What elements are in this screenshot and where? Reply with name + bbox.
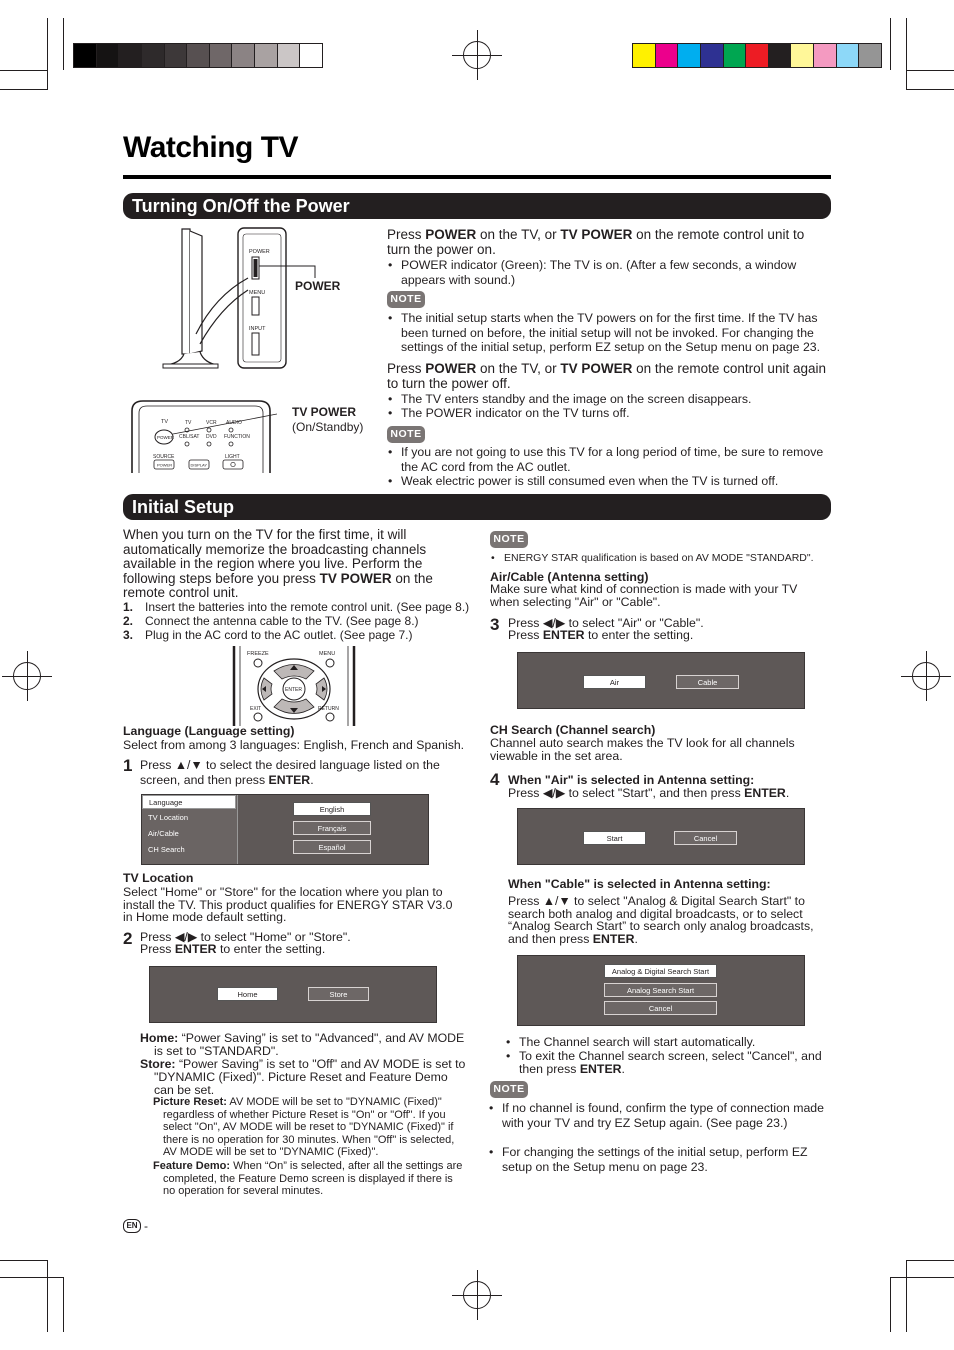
power-off-bullet: • The TV enters standby and the image on the screen disappears. [387, 392, 831, 407]
step-number: 4 [490, 770, 500, 789]
color-bar [632, 43, 882, 68]
crop-mark [0, 1277, 64, 1278]
power-on-bullet: • POWER indicator (Green): The TV is on. (After a few seconds, a window appears with sound.) [387, 258, 831, 287]
tv-location-heading: TV Location [123, 871, 194, 885]
ch-search-cable-screen [517, 955, 805, 1026]
crop-mark [890, 18, 891, 70]
step3-line1: Press ◀/▶ to select "Air" or "Cable". [508, 616, 704, 630]
remote-audio-label: AUDIO [226, 420, 242, 426]
menu-item-air-cable[interactable]: Air/Cable [148, 829, 179, 838]
initial-setup-intro: When you turn on the TV for the first time, it will automatically memorize the broadcasting channels available in the region where you live. Perform the following steps before you press TV POWER on the remote control unit. [123, 527, 433, 600]
option-cable[interactable]: Cable [676, 675, 739, 689]
crop-mark [0, 70, 48, 71]
note-item: • For changing the settings of the initial setup, perform EZ setup on the Setup menu on page 23. [488, 1145, 833, 1174]
remote-function-label: FUNCTION [224, 434, 250, 440]
option-air[interactable]: Air [583, 675, 646, 689]
tv-menu-label: MENU [249, 290, 266, 296]
ch-search-air-screen [517, 808, 805, 865]
remote-display-label: DISPLAY [190, 462, 208, 468]
color-swatch [791, 44, 814, 67]
crop-mark [47, 1260, 48, 1332]
note-badge: NOTE [490, 531, 528, 548]
home-description: Home: “Power Saving” is set to "Advanced", and AV MODE is set to "STANDARD". [140, 1031, 465, 1058]
note-item: • If no channel is found, confirm the type of connection made with your TV and try EZ Setup again. (See page 23.) [488, 1101, 833, 1130]
grayscale-swatch [187, 44, 210, 67]
color-swatch [837, 44, 860, 67]
crop-mark [47, 18, 48, 90]
option-espanol[interactable]: Español [293, 840, 371, 854]
option-cancel[interactable]: Cancel [604, 1001, 717, 1015]
crop-mark [63, 18, 64, 70]
crop-mark [906, 1260, 907, 1332]
power-on-instruction: Press POWER on the TV, or TV POWER on the remote control unit to turn the power on. [387, 227, 805, 257]
page-title: Watching TV [123, 131, 299, 164]
remote-menu-label: MENU [319, 651, 336, 657]
language-setup-screen [141, 794, 429, 865]
tv-power-callout: TV POWER [292, 405, 357, 419]
section-heading-initial-setup: Initial Setup [123, 494, 831, 520]
remote-tv2-label: TV [185, 420, 192, 426]
remote-light-label: LIGHT [225, 454, 240, 460]
note-badge: NOTE [387, 426, 425, 443]
air-cable-heading: Air/Cable (Antenna setting) [490, 570, 649, 584]
grayscale-swatch [278, 44, 301, 67]
grayscale-bar [73, 43, 323, 68]
ch-search-text: Channel auto search makes the TV look for all channels viewable in the set area. [490, 736, 795, 763]
search-bullet: • The Channel search will start automatically. [505, 1036, 833, 1049]
registration-mark [463, 41, 491, 69]
grayscale-swatch [232, 44, 255, 67]
search-bullet: • To exit the Channel search screen, select "Cancel", and then press ENTER. [505, 1050, 833, 1076]
crop-mark [906, 70, 954, 71]
color-swatch [656, 44, 679, 67]
color-swatch [814, 44, 837, 67]
power-callout: POWER [295, 279, 341, 293]
step-number: 1 [123, 756, 133, 775]
remote-tv-label: TV [161, 419, 169, 425]
option-english[interactable]: English [293, 802, 371, 816]
color-swatch [701, 44, 724, 67]
crop-mark [0, 89, 48, 90]
grayscale-swatch [142, 44, 165, 67]
crop-mark [890, 1277, 954, 1278]
registration-mark [912, 662, 940, 690]
ch-search-heading: CH Search (Channel search) [490, 723, 656, 737]
crop-mark [890, 1278, 891, 1332]
crop-mark [0, 1260, 48, 1261]
crop-mark [63, 1278, 64, 1332]
color-swatch [769, 44, 792, 67]
crop-mark [906, 18, 907, 90]
grayscale-swatch [255, 44, 278, 67]
menu-item-language[interactable]: Language [142, 795, 236, 809]
tv-power-label: POWER [249, 249, 270, 255]
note-badge: NOTE [490, 1081, 528, 1098]
tv-input-label: INPUT [249, 326, 266, 332]
step-number: 3 [490, 615, 500, 634]
remote-top-illustration [127, 397, 277, 475]
color-swatch [746, 44, 769, 67]
power-off-bullet: • The POWER indicator on the TV turns off. [387, 406, 831, 421]
remote-enter-label: ENTER [285, 687, 302, 693]
grayscale-swatch [300, 44, 322, 67]
note-item: • The initial setup starts when the TV powers on for the first time. If the TV has been turned on before, the initial setup will not be invoked. For changing the settings of the initial setup, perform EZ setup on the Setup menu on page 23. [387, 311, 831, 355]
grayscale-swatch [97, 44, 120, 67]
language-text: Select from among 3 languages: English, French and Spanish. [123, 738, 465, 752]
remote-freeze-label: FREEZE [247, 651, 269, 657]
step3-line2: Press ENTER to enter the setting. [508, 628, 694, 642]
crop-mark [906, 1260, 954, 1261]
air-cable-screen [517, 652, 805, 709]
feature-demo-description: Feature Demo: When “On” is selected, after all the settings are completed, the Feature Demo screen is displayed if there is no operation for several minutes. [153, 1160, 463, 1198]
option-cancel[interactable]: Cancel [674, 831, 737, 845]
grayscale-swatch [165, 44, 188, 67]
remote-power-btn-label: POWER [157, 435, 175, 440]
air-cable-text: Make sure what kind of connection is made with your TV when selecting "Air" or "Cable". [490, 582, 798, 609]
note-item: • Weak electric power is still consumed even when the TV is turned off. [387, 474, 831, 489]
note-item: • If you are not going to use this TV for a long period of time, be sure to remove the AC cord from the AC outlet. [387, 445, 831, 474]
step2-line2: Press ENTER to enter the setting. [140, 942, 326, 956]
remote-power2-label: POWER [157, 462, 173, 468]
remote-vcr-label: VCR [206, 420, 217, 426]
option-store[interactable]: Store [308, 987, 369, 1001]
language-badge: EN [123, 1219, 141, 1233]
color-swatch [678, 44, 701, 67]
tv-location-text: Select "Home" or "Store" for the location where you plan to install the TV. This product qualifies for ENERGY STAR V3.0 in Home mode default setting. [123, 885, 453, 924]
remote-cblsat-label: CBL/SAT [179, 434, 200, 440]
page-number-dash: - [144, 1219, 148, 1233]
option-start[interactable]: Start [583, 831, 646, 845]
remote-exit-label: EXIT [250, 706, 262, 712]
step4-text: Press ◀/▶ to select "Start", and then press ENTER. [508, 786, 790, 800]
option-analog-digital-search[interactable]: Analog & Digital Search Start [604, 964, 717, 978]
color-swatch [633, 44, 656, 67]
menu-item-ch-search[interactable]: CH Search [148, 845, 185, 854]
crop-mark [906, 89, 954, 90]
remote-return-label: RETURN [318, 706, 339, 712]
tv-location-screen [149, 966, 437, 1023]
note-badge: NOTE [387, 291, 425, 308]
option-analog-search[interactable]: Analog Search Start [604, 983, 717, 997]
color-swatch [859, 44, 881, 67]
color-swatch [724, 44, 747, 67]
power-off-instruction: Press POWER on the TV, or TV POWER on the remote control unit again to turn the power off. [387, 361, 826, 391]
picture-reset-description: Picture Reset: AV MODE will be set to "DYNAMIC (Fixed)" regardless of whether Picture Reset is "On" or "Off". If you select "On", AV MODE will be reset to "DYNAMIC (Fixed)" if there is no operation for 30 minutes. When "Off" is selected, AV MODE will be set to "DYNAMIC (Fixed)". [153, 1096, 455, 1159]
store-description: Store: “Power Saving” is set to "Off" and AV MODE is set to "DYNAMIC (Fixed)". Picture Reset and Feature Demo can be set. [140, 1057, 466, 1097]
menu-item-tv-location[interactable]: TV Location [148, 813, 189, 822]
tv-power-callout-sub: (On/Standby) [292, 420, 364, 434]
grayscale-swatch [119, 44, 142, 67]
cable-selected-heading: When "Cable" is selected in Antenna setting: [508, 877, 771, 891]
remote-dvd-label: DVD [206, 434, 217, 440]
tv-side-illustration [160, 226, 360, 371]
step2-line1: Press ◀/▶ to select "Home" or "Store". [140, 930, 351, 944]
remote-source-label: SOURCE [153, 454, 175, 460]
title-rule [123, 175, 831, 179]
option-francais[interactable]: Français [293, 821, 371, 835]
grayscale-swatch [210, 44, 233, 67]
cable-instruction: Press ▲/▼ to select "Analog & Digital Search Start" to search both analog and digital broadcasts, or to select “Analog Search Start” to search only analog broadcasts, and then press ENTER. [508, 894, 814, 946]
registration-mark [13, 662, 41, 690]
registration-mark [463, 1281, 491, 1309]
air-selected-heading: When "Air" is selected in Antenna setting: [508, 773, 755, 787]
language-heading: Language (Language setting) [123, 724, 295, 738]
section-heading-power: Turning On/Off the Power [123, 193, 831, 219]
grayscale-swatch [74, 44, 97, 67]
option-home[interactable]: Home [217, 987, 278, 1001]
step1-text: Press ▲/▼ to select the desired language listed on the screen, and then press ENTER. [140, 758, 440, 787]
remote-nav-illustration [230, 646, 358, 726]
note-item: • ENERGY STAR qualification is based on AV MODE "STANDARD". [490, 552, 835, 565]
step-number: 2 [123, 929, 133, 948]
